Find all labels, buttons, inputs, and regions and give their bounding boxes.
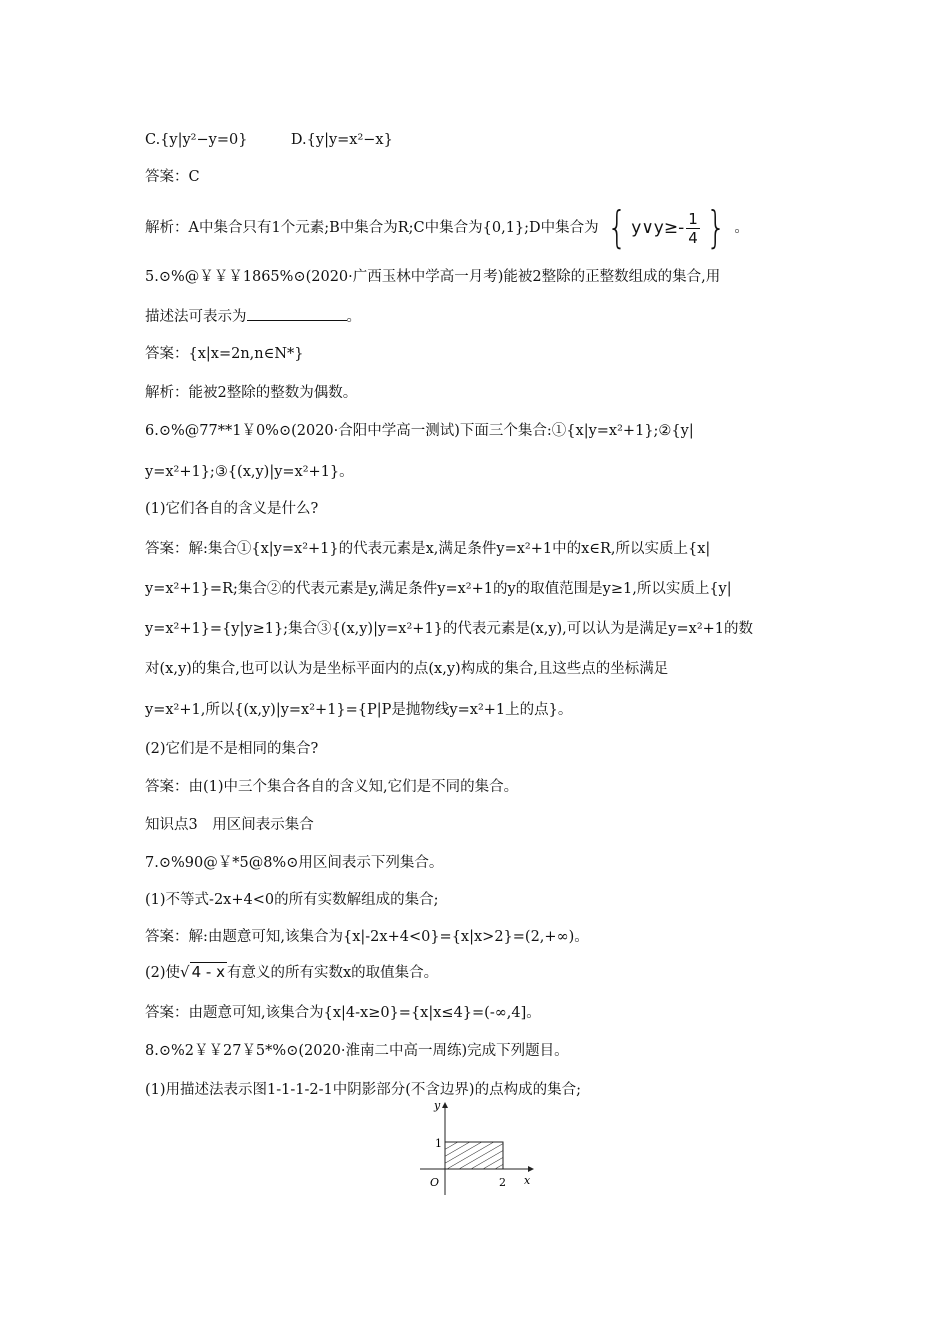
answer-7-2: 答案：由题意可知,该集合为{x|4-x≥0}={x|x≤4}=(-∞,4]。: [145, 1005, 541, 1021]
question-7-2-start: (2)使: [145, 965, 181, 981]
right-brace: }: [705, 202, 726, 253]
question-6-2: (2)它们是不是相同的集合?: [145, 741, 319, 757]
answer-6-1-b: y=x²+1}=R;集合②的代表元素是y,满足条件y=x²+1的y的取值范围是y≥1,所以实质上{y|: [145, 581, 732, 597]
question-6: 6.⊙%@77**1￥0%⊙(2020·合阳中学高一测试)下面三个集合:①{x|y=x²+1};②{y|: [145, 423, 694, 439]
question-7-2-end: 有意义的所有实数x的取值集合。: [226, 965, 439, 981]
question-8: 8.⊙%2￥￥27￥5*%⊙(2020·淮南二中高一周练)完成下列题目。: [145, 1043, 569, 1059]
y-axis-arrow-icon: [442, 1102, 448, 1108]
sqrt-expression: √ 4 - x: [180, 963, 225, 981]
fraction-denominator: 4: [688, 228, 698, 247]
question-5-end: 。: [346, 309, 361, 325]
answer-7-1: 答案：解:由题意可知,该集合为{x|-2x+4<0}={x|x>2}=(2,+∞)。: [145, 929, 589, 945]
option-cd: C.{y|y²−y=0} D.{y|y=x²−x}: [145, 132, 393, 148]
question-7: 7.⊙%90@￥*5@8%⊙用区间表示下列集合。: [145, 855, 444, 871]
answer-blank: [247, 306, 347, 321]
answer-6-1-e: y=x²+1,所以{(x,y)|y=x²+1}={P|P是抛物线y=x²+1上的点}。: [145, 702, 573, 718]
question-6-cont: y=x²+1};③{(x,y)|y=x²+1}。: [145, 464, 354, 480]
shaded-rectangle: [445, 1142, 503, 1169]
question-7-2: [145, 962, 438, 983]
question-8-1: (1)用描述法表示图1-1-1-2-1中阴影部分(不含边界)的点构成的集合;: [145, 1082, 581, 1098]
question-5-cont: [145, 306, 361, 327]
section-heading: 知识点3 用区间表示集合: [145, 817, 314, 833]
sqrt-radicand: 4 - x: [191, 963, 225, 981]
fraction-quarter: [686, 210, 700, 247]
shaded-region-figure: [410, 1100, 540, 1195]
x-tick-label: 2: [499, 1176, 506, 1189]
question-5: 5.⊙%@￥￥￥1865%⊙(2020·广西玉林中学高一月考)能被2整除的正整数组成的集合,用: [145, 269, 721, 285]
x-axis-label: x: [524, 1174, 531, 1187]
question-6-1: (1)它们各自的含义是什么?: [145, 501, 319, 517]
answer-c: 答案：C: [145, 169, 200, 185]
answer-5: 答案：{x|x=2n,n∈N*}: [145, 346, 304, 362]
answer-6-1-a: 答案：解:集合①{x|y=x²+1}的代表元素是x,满足条件y=x²+1中的x∈R,所以实质上{x|: [145, 541, 711, 557]
answer-6-1-c: y=x²+1}={y|y≥1};集合③{(x,y)|y=x²+1}的代表元素是(x,y),可以认为是满足y=x²+1的数: [145, 621, 754, 637]
answer-6-1-d: 对(x,y)的集合,也可以认为是坐标平面内的点(x,y)构成的集合,且这些点的坐标满足: [145, 661, 669, 677]
answer-6-2: 答案：由(1)中三个集合各自的含义知,它们是不同的集合。: [145, 779, 519, 795]
left-brace: {: [607, 202, 628, 253]
origin-label: O: [430, 1176, 440, 1189]
analysis-text: 解析：A中集合只有1个元素;B中集合为R;C中集合为{0,1};D中集合为: [145, 220, 599, 236]
analysis-end: 。: [734, 220, 749, 236]
x-axis-arrow-icon: [528, 1166, 534, 1172]
set-d-expression: [603, 202, 730, 253]
question-7-1: (1)不等式-2x+4<0的所有实数解组成的集合;: [145, 892, 439, 908]
fraction-numerator: 1: [688, 209, 698, 228]
analysis-line: [145, 202, 749, 253]
analysis-5: 解析：能被2整除的整数为偶数。: [145, 385, 358, 401]
set-d-condition: y∨y≥-: [631, 218, 685, 238]
y-tick-label: 1: [435, 1137, 442, 1150]
y-axis-label: y: [434, 1100, 441, 1112]
question-5-text: 描述法可表示为: [145, 309, 247, 325]
